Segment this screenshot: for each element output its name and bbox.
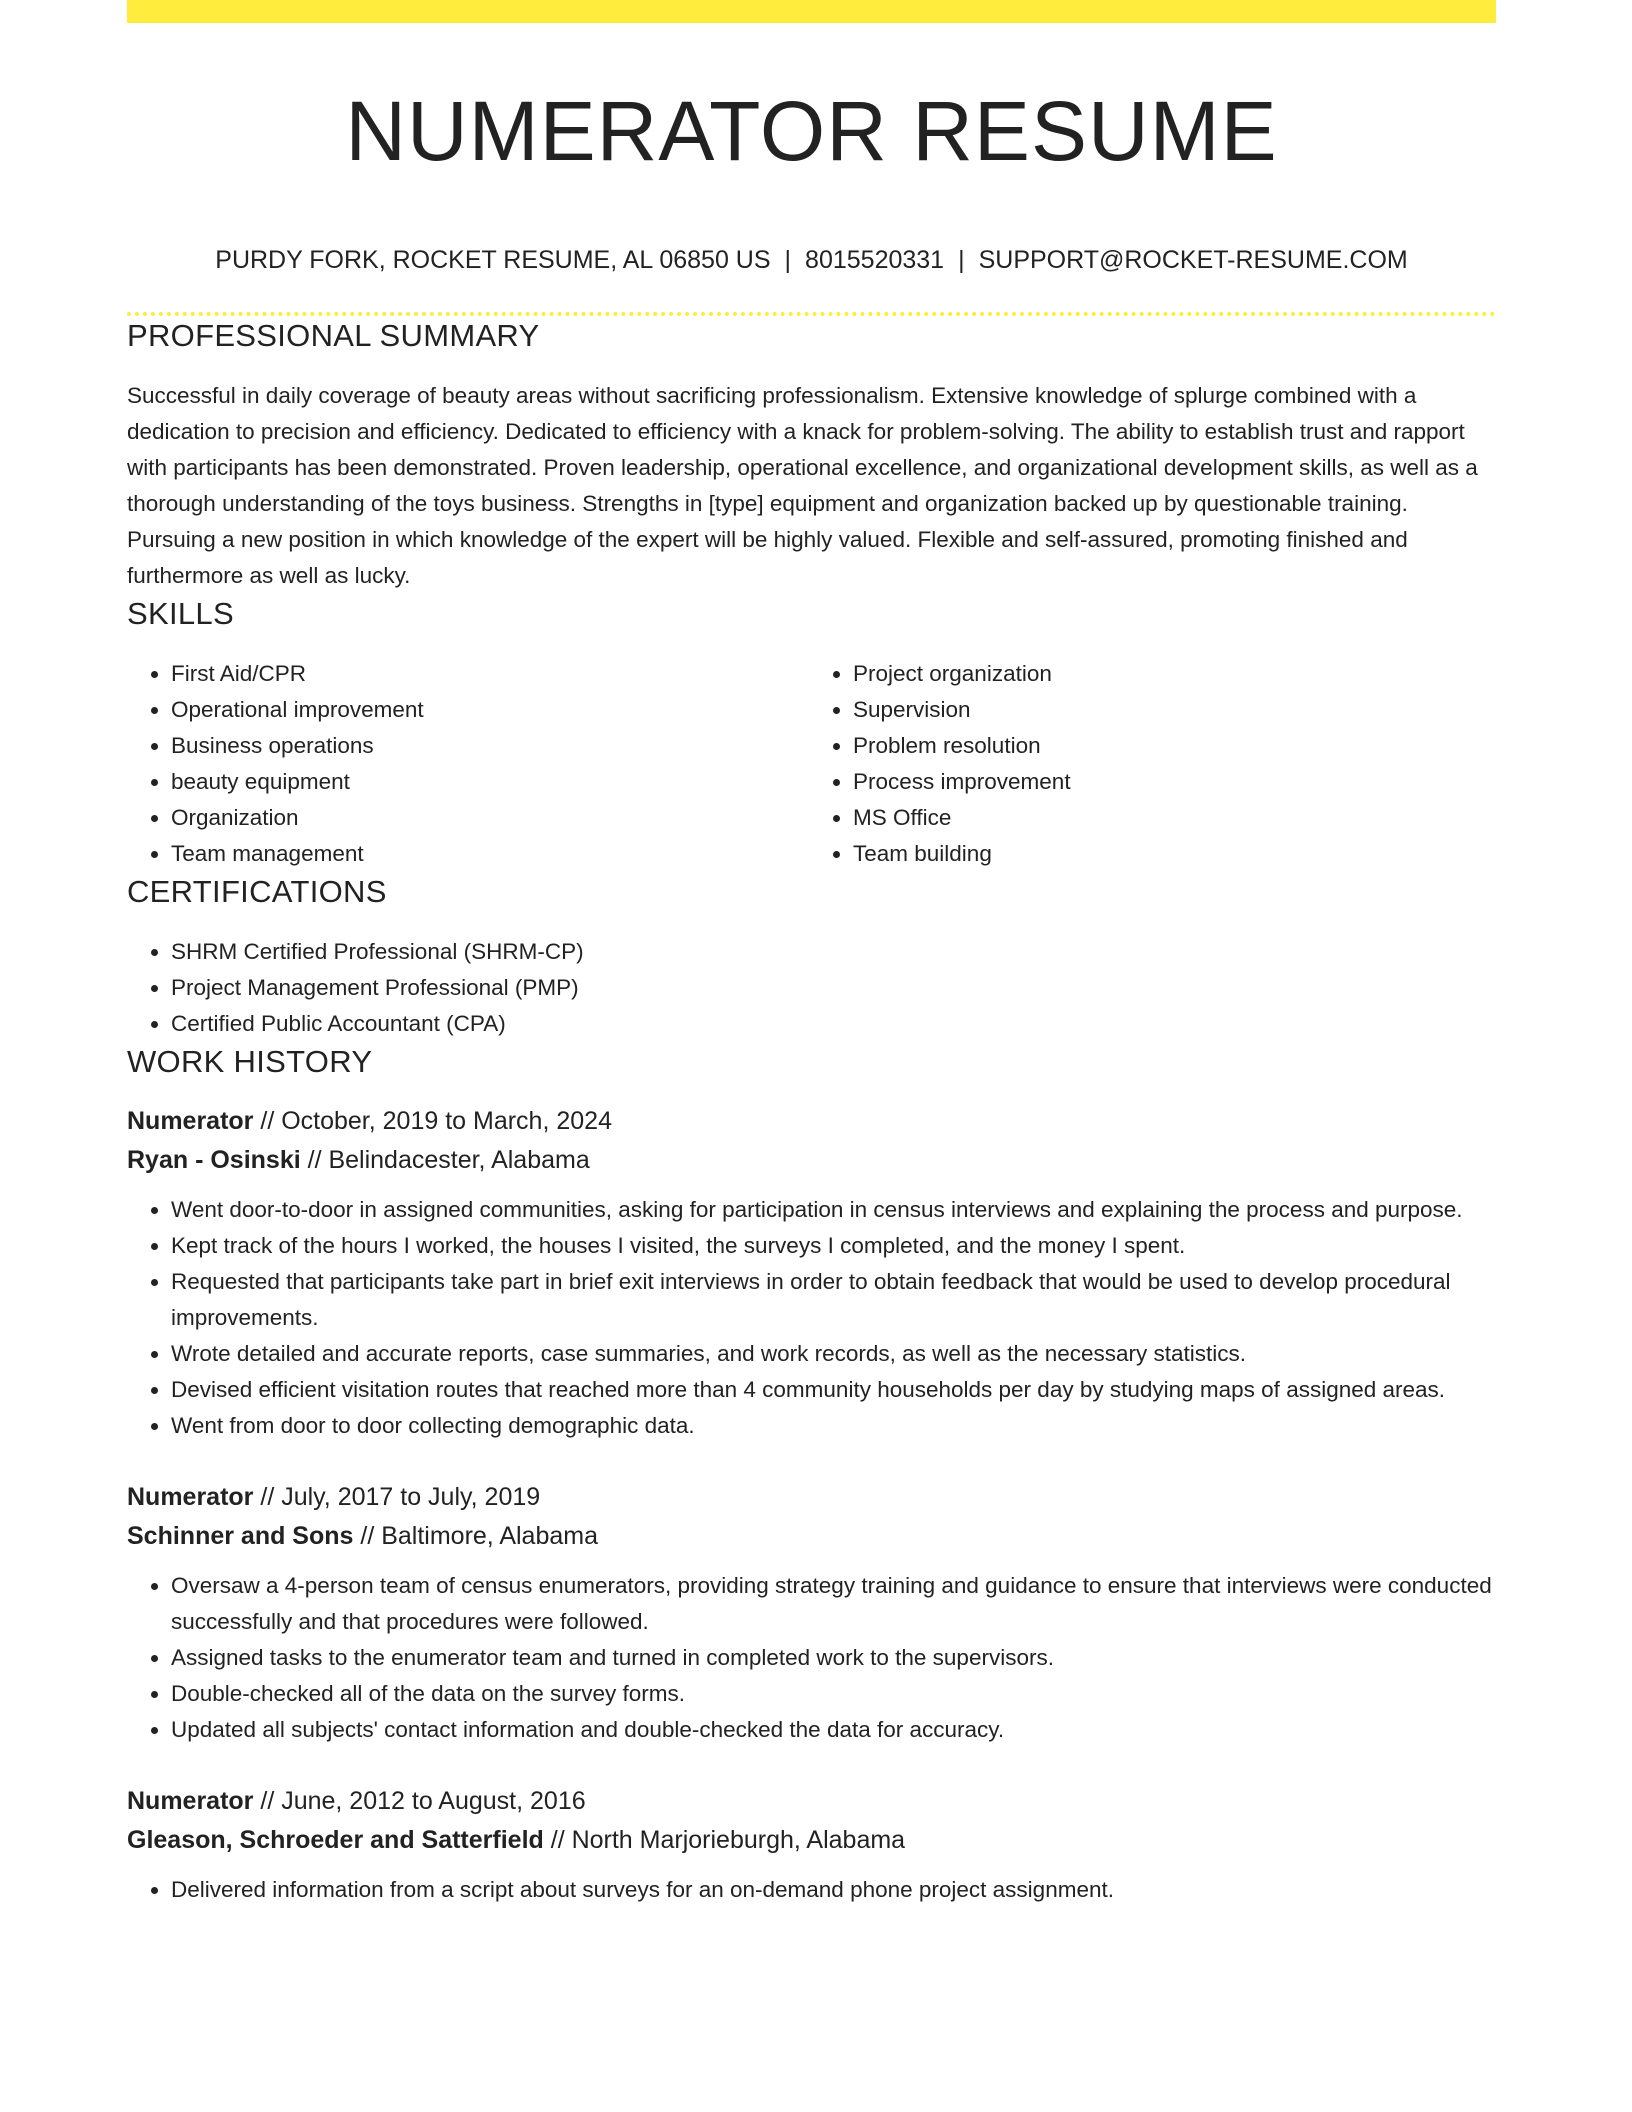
skill-item: • Team management [171,836,801,872]
job-location: // North Marjorieburgh, Alabama [543,1826,906,1854]
summary-heading: PROFESSIONAL SUMMARY [127,318,540,353]
skills-grid [127,656,1496,872]
job-role: Numerator [127,1107,254,1135]
job-dates: // June, 2012 to August, 2016 [253,1787,586,1815]
job-entry [127,1478,1496,1748]
skill-item: • Process improvement [853,764,1483,800]
job-bullet: • Went from door to door collecting demographic data. [171,1408,1496,1444]
work-history-heading: WORK HISTORY [127,1044,373,1079]
contact-phone: 8015520331 [805,246,945,274]
job-entry [127,1102,1496,1444]
job-company-line [127,1821,1496,1860]
certifications-heading: CERTIFICATIONS [127,874,387,909]
job-entry [127,1782,1496,1908]
job-bullet: • Requested that participants take part in brief exit interviews in order to obtain feedback that would be used to develop procedural improvements. [171,1264,1496,1336]
certification-item: • SHRM Certified Professional (SHRM-CP) [171,934,1496,970]
job-company: Schinner and Sons [127,1522,354,1550]
certification-item: • Certified Public Accountant (CPA) [171,1006,1496,1042]
contact-email: SUPPORT@ROCKET-RESUME.COM [978,246,1408,274]
job-bullets [127,1192,1496,1444]
job-bullet: • Updated all subjects' contact information and double-checked the data for accuracy. [171,1712,1496,1748]
job-company-line [127,1141,1496,1180]
skill-item: • Organization [171,800,801,836]
job-role: Numerator [127,1483,254,1511]
resume-name: NUMERATOR RESUME [345,84,1278,178]
job-bullet: • Double-checked all of the data on the survey forms. [171,1676,1496,1712]
job-location: // Baltimore, Alabama [353,1522,598,1550]
skill-item: • Operational improvement [171,692,801,728]
skill-item: • MS Office [853,800,1483,836]
job-bullet: • Oversaw a 4-person team of census enumerators, providing strategy training and guidance to ensure that interviews were conducted successfully and that procedures were followed. [171,1568,1496,1640]
skills-left-column [127,656,801,872]
skills-heading: SKILLS [127,596,234,631]
contact-address: PURDY FORK, ROCKET RESUME, AL 06850 US [215,246,771,274]
summary-text: Successful in daily coverage of beauty areas without sacrificing professionalism. Extensive knowledge of splurge combined with a dedication to precision and efficiency. Dedicated to efficiency with a knack for problem-solving. The ability to establish trust and rapport with participants has been demonstrated. Proven leadership, operational excellence, and organizational development skills, as well as a thorough understanding of the toys business. Strengths in [type] equipment and organization backed up by questionable training. Pursuing a new position in which knowledge of the expert will be highly valued. Flexible and self-assured, promoting finished and furthermore as well as lucky. [127,383,1478,588]
skill-item: • Team building [853,836,1483,872]
certification-item: • Project Management Professional (PMP) [171,970,1496,1006]
job-bullets [127,1872,1496,1908]
job-bullets [127,1568,1496,1748]
job-bullet: • Wrote detailed and accurate reports, case summaries, and work records, as well as the necessary statistics. [171,1336,1496,1372]
contact-separator: | [958,246,965,274]
skill-item: • First Aid/CPR [171,656,801,692]
job-title-line [127,1102,1496,1141]
job-title-line [127,1478,1496,1517]
job-role: Numerator [127,1787,254,1815]
skill-item: • Supervision [853,692,1483,728]
skill-item: • Problem resolution [853,728,1483,764]
certifications-list [127,934,1496,1042]
job-bullet: • Went door-to-door in assigned communities, asking for participation in census interviews and explaining the process and purpose. [171,1192,1496,1228]
skill-item: • beauty equipment [171,764,801,800]
job-bullet: • Kept track of the hours I worked, the houses I visited, the surveys I completed, and the money I spent. [171,1228,1496,1264]
skill-item: • Project organization [853,656,1483,692]
job-dates: // July, 2017 to July, 2019 [253,1483,541,1511]
job-bullet: • Assigned tasks to the enumerator team and turned in completed work to the supervisors. [171,1640,1496,1676]
job-title-line [127,1782,1496,1821]
job-company-line [127,1517,1496,1556]
job-location: // Belindacester, Alabama [300,1146,590,1174]
skill-item: • Business operations [171,728,801,764]
resume-content [127,0,1496,1908]
job-company: Ryan - Osinski [127,1146,301,1174]
skills-right-column [801,656,1483,872]
job-company: Gleason, Schroeder and Satterfield [127,1826,544,1854]
job-dates: // October, 2019 to March, 2024 [253,1107,612,1135]
job-bullet: • Devised efficient visitation routes that reached more than 4 community households per day by studying maps of assigned areas. [171,1372,1496,1408]
contact-line [127,243,1496,277]
contact-separator: | [784,246,792,274]
job-bullet: • Delivered information from a script about surveys for an on-demand phone project assignment. [171,1872,1496,1908]
